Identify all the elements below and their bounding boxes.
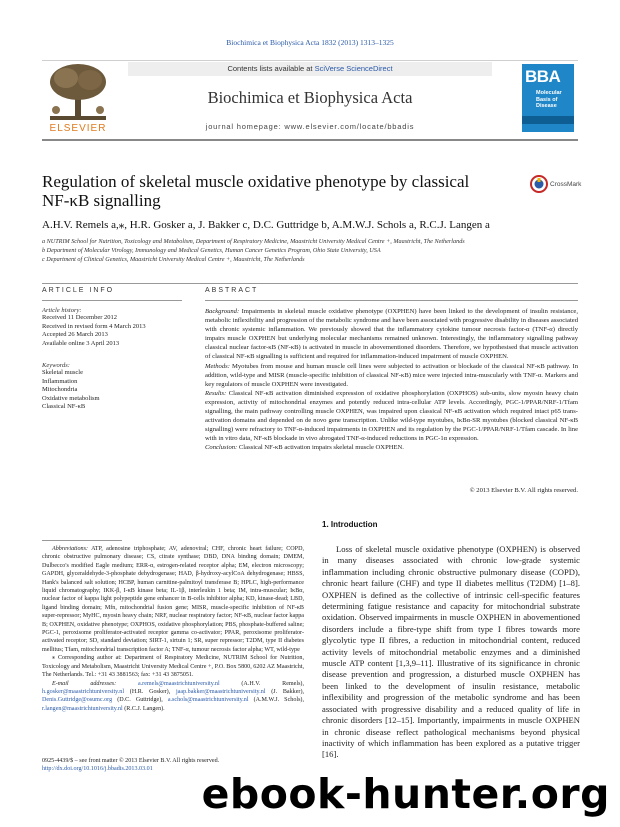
article-info-heading: ARTICLE INFO — [42, 287, 115, 294]
email-link[interactable]: a.schols@maastrichtuniversity.nl — [167, 697, 249, 704]
email-link[interactable]: jaap.bakker@maastrichtuniversity.nl — [175, 688, 266, 695]
elsevier-wordmark: ELSEVIER — [49, 123, 107, 134]
doi-link[interactable]: http://dx.doi.org/10.1016/j.bbadis.2013.03.01 — [42, 766, 153, 773]
issn-line: 0925-4439/$ – see front matter © 2013 Elsevier B.V. All rights reserved. — [42, 758, 220, 764]
journal-cover — [522, 64, 574, 132]
keyword: Oxidative metabolism — [42, 394, 100, 402]
footnote-divider — [42, 540, 122, 541]
email-label: E-mail addresses: — [52, 680, 117, 687]
email-owner: (A.H.V. Remels), — [219, 680, 304, 687]
copyright-notice: © 2013 Elsevier B.V. All rights reserved. — [469, 487, 578, 494]
email-owner: (H.R. Gosker), — [124, 688, 176, 695]
title-line-1: Regulation of skeletal muscle oxidative phenotype by classical — [42, 172, 470, 191]
crossmark-icon — [530, 175, 548, 193]
history-received: Received 11 December 2012 — [42, 314, 118, 321]
abstract-heading: ABSTRACT — [205, 287, 259, 294]
journal-homepage — [128, 122, 492, 131]
article-title — [42, 172, 512, 210]
history-online: Available online 3 April 2013 — [42, 339, 120, 347]
author-list: A.H.V. Remels a,⁎, H.R. Gosker a, J. Bakker c, D.C. Guttridge b, A.M.W.J. Schols a, R.C.J. Langen a — [42, 219, 490, 231]
email-link[interactable]: r.langen@maastrichtuniversity.nl — [42, 705, 123, 712]
cover-logo: BBA — [525, 67, 561, 86]
keyword: Inflammation — [42, 377, 78, 385]
history-label: Article history: — [42, 307, 82, 314]
affiliation-a: a NUTRIM School for Nutrition, Toxicology and Metabolism, Department of Respiratory Medicine, Maastricht University Medical Centre +, Maastricht, The Netherlands — [42, 238, 465, 245]
keywords-block — [42, 362, 192, 412]
history-accepted: Accepted 26 March 2013 — [42, 331, 108, 338]
sciencedirect-link[interactable]: SciVerse ScienceDirect — [314, 64, 393, 73]
abstract-divider — [205, 300, 578, 301]
footnotes — [42, 545, 304, 713]
abbreviations-label: Abbreviations: — [52, 546, 88, 552]
contents-prefix: Contents lists available at — [227, 64, 315, 73]
introduction-body: Loss of skeletal muscle oxidative phenotype (OXPHEN) is observed in many diseases associated with chronic low-grade systemic inflammation including chronic obstructive pulmonary disease (COPD), chronic heart failure (CHF) and type II diabetes mellitus (T2DM) [1–8]. OXPHEN is defined as the collective of intrinsic cell-specific features determining fatigue resistance and capacity for mitochondrial substrate oxidation. Observed impairments in muscle OXPHEN in abovementioned disorders include a fibre-type shift from type I fibres towards more glycolytic type II fibres, a reduction in mitochondrial content, reduced activity levels of mitochondrial metabolic enzymes and a diminished muscle ATP content [1,3,9–11]. Illustrative of its significance in chronic disease prevention and progression, a disturbed muscle OXPHEN has been linked to the development of insulin resistance, metabolic inflexibility and progression of the metabolic syndrome and has been associated with progressive disability and a reduced quality of life in chronic disorders [12–15]. Importantly, impairments in muscle OXPHEN in chronic disease reflect pathological mechanisms beyond physical inactivity of which inflammation has been explored as a putative trigger [16]. — [322, 544, 580, 760]
corresponding-author-note: ⁎ Corresponding author at: Department of Respiratory Medicine, NUTRIM School for Nutrition, Toxicology and Metabolism, Maastricht University Medical Centre +, P.O. Box 5800, 6202 AZ Maastricht, The Netherlands. Tel.: +31 43 3881563; fax: +31 43 3875051. — [42, 655, 304, 679]
conclusion-label: Conclusion: — [205, 444, 238, 452]
affiliation-b: b Department of Molecular Virology, Immunology and Medical Genetics, Human Cancer Genetics Program, Ohio State University, USA — [42, 247, 381, 254]
elsevier-logo — [42, 60, 114, 138]
methods-text: Myotubes from mouse and human muscle cell lines were subjected to activation or blockade of the classical NF-κB pathway. In addition, wild-type and MISR (muscle-specific inhibition of classical NF-κB) mice were injected intra-muscularly with TNF-α. Markers and key regulators of muscle OXPHEN were investigated. — [205, 362, 578, 388]
email-owner: (A.M.W.J. Schols), — [248, 697, 304, 704]
background-text: Impairments in skeletal muscle oxidative phenotype (OXPHEN) have been linked to the development of insulin resistance, metabolic inflexibility and progression of the metabolic syndrome and have been associated with progressive disability in diseases associated with chronic systemic inflammation. We previously showed that the inflammatory cytokine tumour necrosis factor-α (TNF-α) directly impairs muscle OXPHEN but underlying molecular mechanisms remained unknown. Interestingly, the inflammatory signalling pathway classical nuclear factor-κB (NF-κB) is activated in muscle in abovementioned disorders. Therefore, we hypothesised that muscle activation of classical NF-κB signalling is sufficient and required for inflammation-induced impairment of muscle OXPHEN. — [205, 308, 578, 361]
header-divider — [42, 283, 578, 284]
title-line-2: NF-κB signalling — [42, 191, 161, 210]
email-owner: (D.C. Guttridge), — [112, 697, 168, 704]
email-owner: (J. Bakker), — [265, 688, 304, 695]
abbreviations-text: ATP, adenosine triphosphate; AV, adenoviral; CHF, chronic heart failure; COPD, chronic obstructive pulmonary disease; CS, citrate synthase; DBD, DNA binding domain; DMEM, Dulbecco's modified Eagle medium; ERR-α, estrogen-related receptor alpha; EM, electron microscopy; GAPDH, glyceraldehyde-3-phosphate dehydrogenase; HAD, β-hydroxy-acylCoA dehydrogenase; HBSS, Hank's balanced salt solution; HCBP, human carnitine-palmitoyl transferase B; HPLC, high-performance liquid chromatography; IKK-β, I-κB kinase beta; IL-1β, interleukin 1 beta; IM, intra-muscular; IκBα, nuclear factor of kappa light polypeptide gene enhancer in B-cells inhibitor alpha; KD, kinase-dead; LBD, ligand binding domain; Mfn, mitochondrial fusion gene; MISR, muscle-specific inhibition of NF-κB super-repressor; MyHC, myosin heavy chain; NRF, nuclear respiratory factor; NF-κB, nuclear factor kappa B; OXPHEN, oxidative phenotype; OXPHOS, oxidative phosphorylation; PBS, phosphate-buffered saline; PGC-1, peroxisome proliferator-activated receptor gamma co-activator; PPAR, peroxisome proliferator-activated receptor; SD, standard deviation; SIRT-1, sirtuin 1; SR, super repressor; T2DM, type II diabetes mellitus; Tfam, mitochondrial transcription factor A; TNF-α, tumour necrosis factor alpha; WT, wild-type — [42, 546, 304, 653]
email-link[interactable]: a.remels@maastrichtuniversity.nl — [137, 680, 220, 687]
background-label: Background: — [205, 308, 240, 315]
journal-reference[interactable]: Biochimica et Biophysica Acta 1832 (2013) 1313–1325 — [226, 38, 394, 47]
abstract-body — [205, 307, 578, 453]
crossmark-badge[interactable] — [530, 175, 590, 195]
results-text: Classical NF-κB activation diminished expression of oxidative phosphorylation (OXPHOS) sub-units, slow myosin heavy chain expression, activity of mitochondrial enzymes and potently reduced intra-cellular ATP levels. Accordingly, PGC-1/PPAR/NRF-1/Tfam signalling, the main pathway controlling muscle OXPHEN, was impaired upon classical NF-κB activation which required intact p65 trans-activation domains and depended on de novo gene transcription. Unlike wild-type myotubes, IκBα-SR myotubes (blocked classical NF-κB signalling) were refractory to TNF-α-induced impairments in OXPHEN and its regulation by the PGC-1/PPAR/NRF-1/Tfam cascade. In line with in vitro data, NF-κB blockade in vivo abrogated TNF-α-induced reductions in PGC-1α expression. — [205, 389, 578, 443]
contents-banner — [128, 62, 492, 76]
email-link[interactable]: h.gosker@maastrichtuniversity.nl — [42, 688, 125, 695]
keyword: Mitochondria — [42, 386, 78, 393]
affiliation-c: c Department of Clinical Genetics, Maastricht University Medical Centre +, Maastricht, The Netherlands — [42, 256, 305, 263]
journal-title: Biochimica et Biophysica Acta — [207, 88, 413, 107]
conclusion-text: Classical NF-κB activation impairs skeletal muscle OXPHEN. — [238, 444, 404, 452]
crossmark-label: CrossMark — [550, 181, 582, 188]
results-label: Results: — [205, 389, 227, 397]
methods-label: Methods: — [205, 362, 230, 370]
keyword: Classical NF-κB — [42, 403, 86, 410]
article-history — [42, 307, 192, 348]
watermark-text: ebook-hunter.org — [201, 770, 610, 818]
keyword: Skeletal muscle — [42, 369, 83, 376]
homepage-link[interactable]: www.elsevier.com/locate/bbadis — [284, 122, 415, 131]
cover-subtitle: Molecular Basis of Disease — [536, 90, 562, 109]
history-revised: Received in revised form 4 March 2013 — [42, 322, 146, 330]
elsevier-tree-icon — [42, 60, 114, 122]
introduction-heading: 1. Introduction — [322, 520, 378, 529]
cover-stripe — [522, 116, 574, 124]
keywords-label: Keywords: — [42, 362, 70, 369]
article-info-divider — [42, 300, 182, 301]
homepage-prefix: journal homepage: — [205, 122, 285, 131]
email-link[interactable]: Denis.Guttridge@osumc.org — [42, 697, 113, 704]
email-owner: (R.C.J. Langen). — [122, 705, 165, 712]
